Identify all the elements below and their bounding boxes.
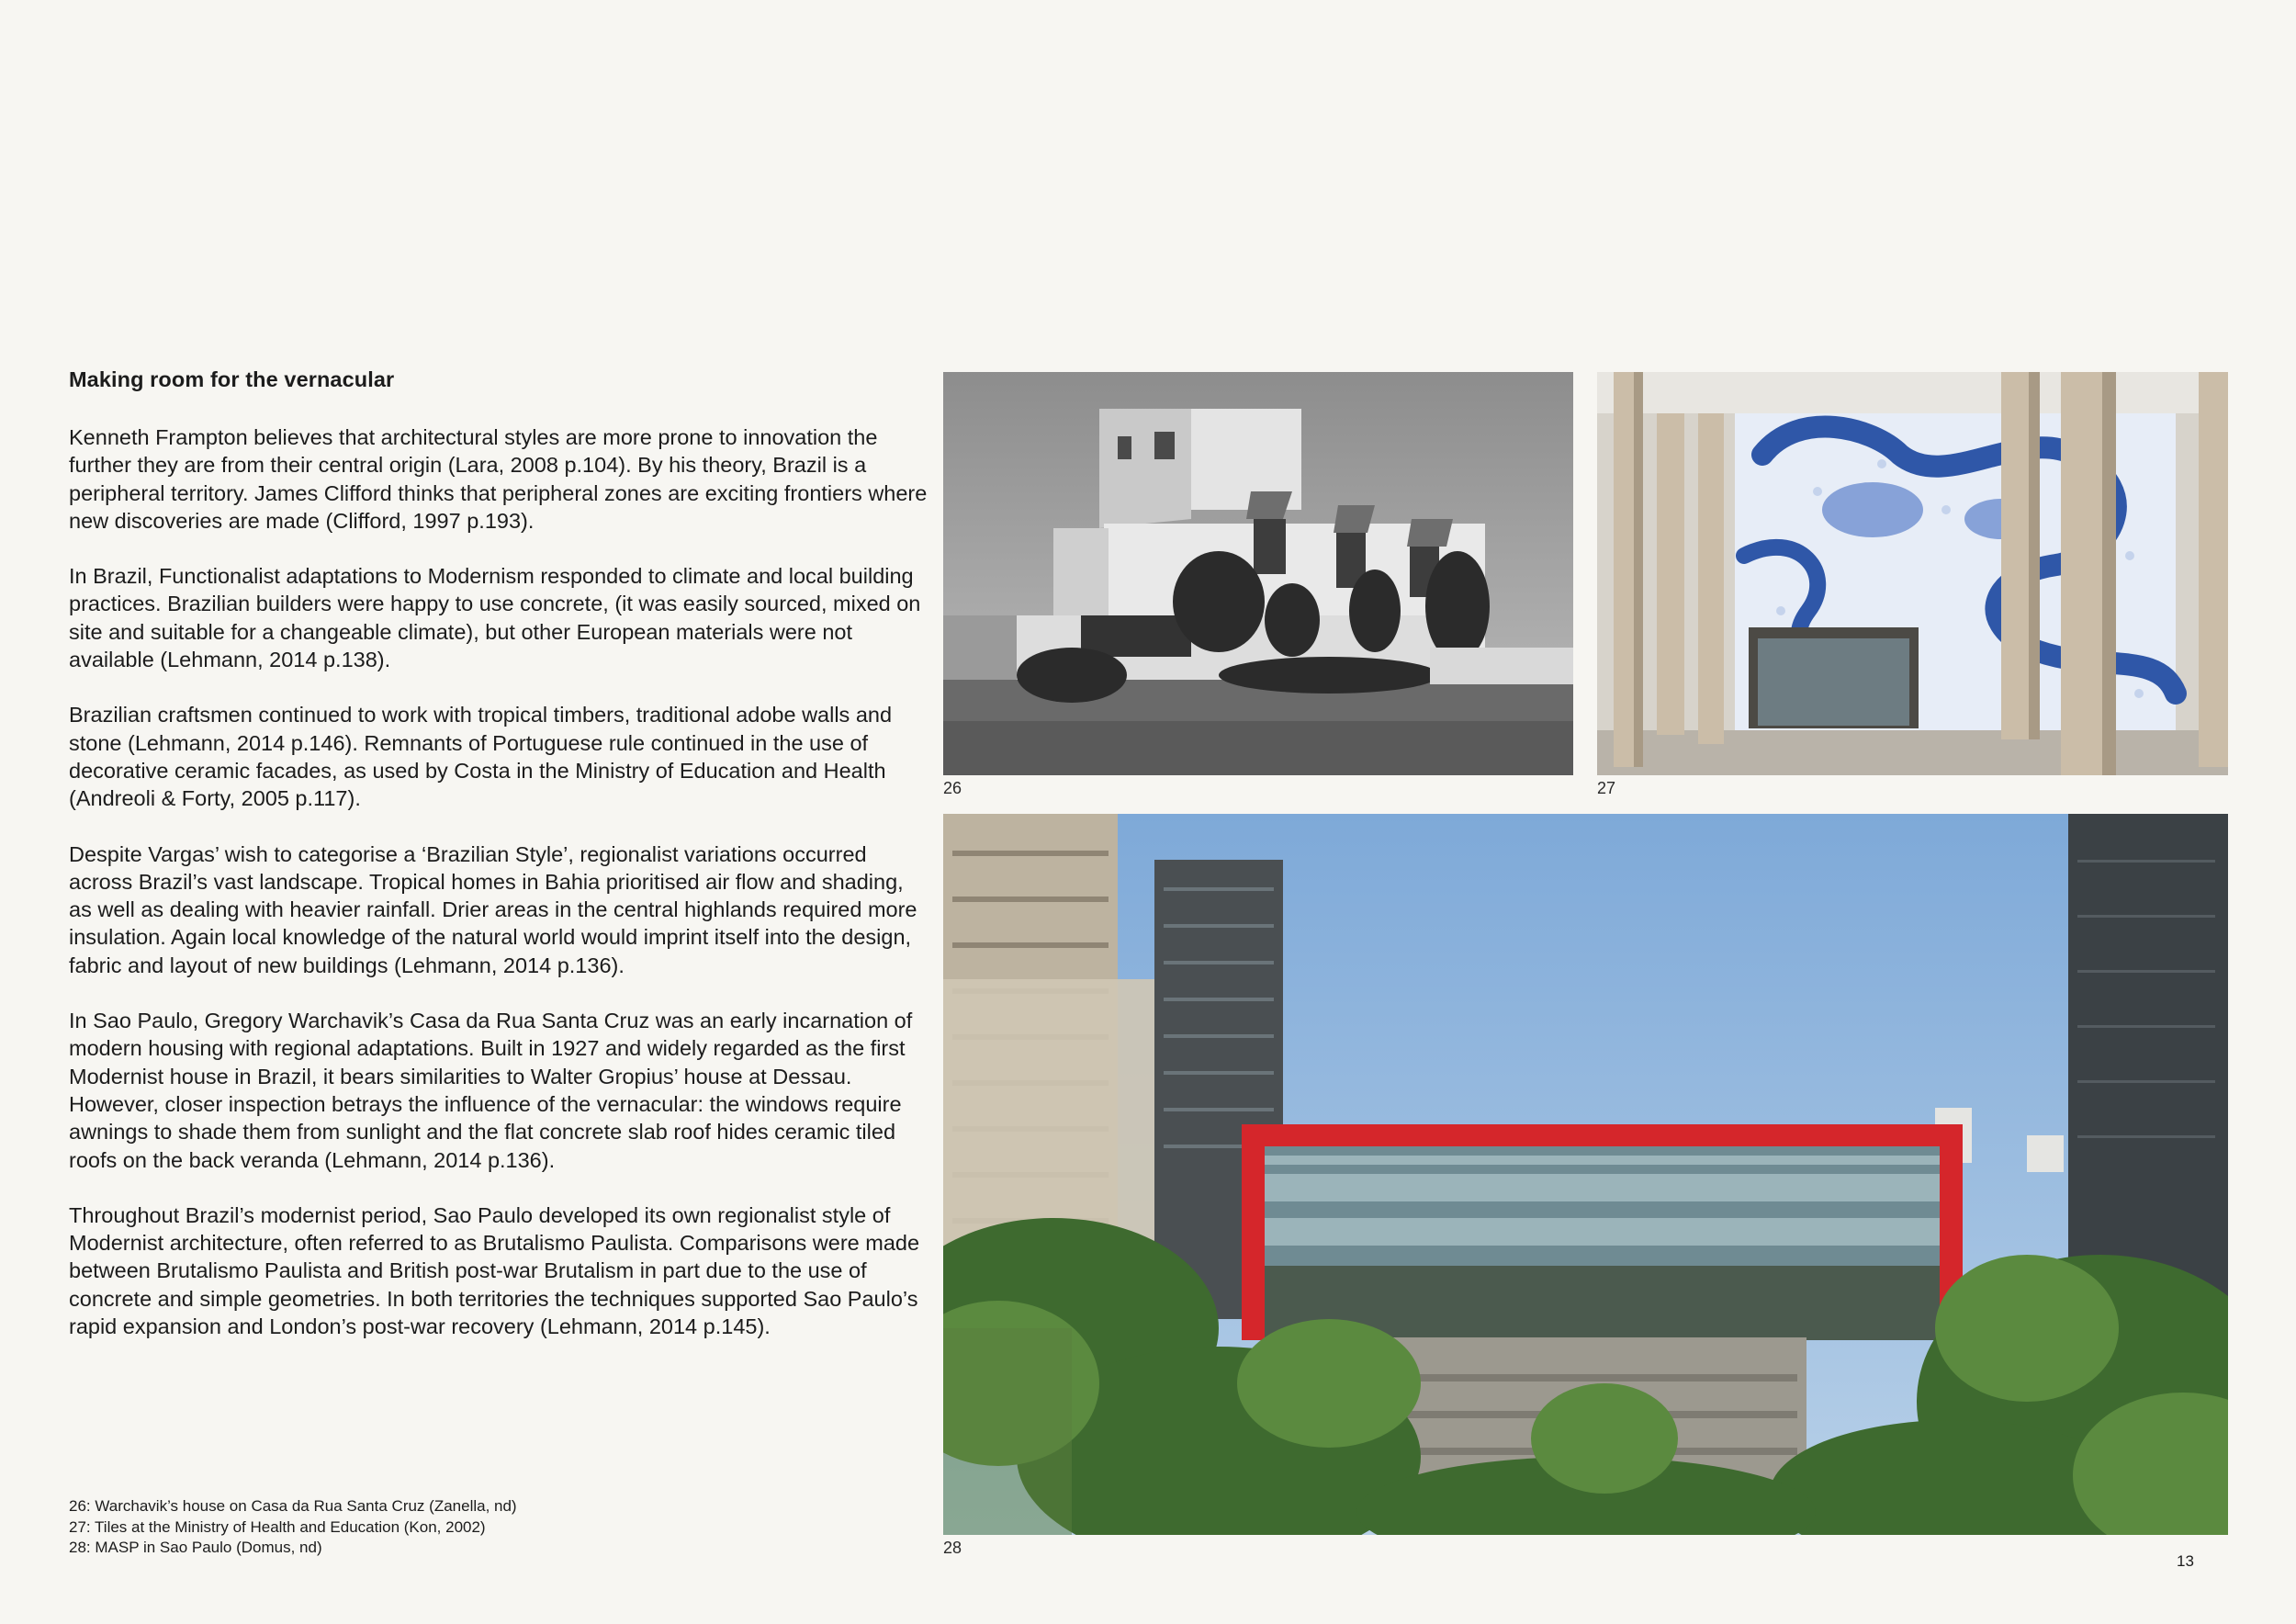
figure-27-number: 27	[1597, 779, 1616, 797]
figure-28-number: 28	[943, 1539, 962, 1557]
paragraph: Kenneth Frampton believes that architectural styles are more prone to innovation the further they are from their central origin (Lara, 2008 p.104). By his theory, Brazil is a peripheral territory. James Clifford thinks that peripheral zones are exciting frontiers where new discoveries are made (Clifford, 1997 p.193).	[69, 425, 928, 533]
page-number: 13	[2177, 1552, 2194, 1570]
paragraph: In Brazil, Functionalist adaptations to Modernism responded to climate and local building practices. Brazilian builders were happy to use concrete, (it was easily sourced, mixed on site and suitable for a changeable climate), but other European materials were not available (Lehmann, 2014 p.138).	[69, 564, 921, 672]
section-heading: Making room for the vernacular	[69, 367, 395, 391]
body-text	[69, 423, 928, 1368]
paragraph: Throughout Brazil’s modernist period, Sao Paulo developed its own regionalist style of Modernist architecture, often referred to as Brutalismo Paulista. Comparisons were made between Brutalismo Paulista and British post-war Brutalism in part due to the use of concrete and simple geometries. In both territories the techniques supported Sao Paulo’s rapid expansion and London’s post-war recovery (Lehmann, 2014 p.145).	[69, 1202, 920, 1339]
caption-27: 27: Tiles at the Ministry of Health and Education (Kon, 2002)	[69, 1517, 486, 1536]
paragraph: In Sao Paulo, Gregory Warchavik’s Casa da Rua Santa Cruz was an early incarnation of modern housing with regional adaptations. Built in 1927 and widely regarded as the first Modernist house in Brazil, it bears similarities to Walter Gropius’ house at Dessau. However, closer inspection betrays the influence of the vernacular: the windows require awnings to shade them from sunlight and the flat concrete slab roof hides ceramic tiled roofs on the back veranda (Lehmann, 2014 p.136).	[69, 1009, 913, 1172]
figure-28-image	[943, 814, 2228, 1535]
paragraph: Despite Vargas’ wish to categorise a ‘Brazilian Style’, regionalist variations occurred across Brazil’s vast landscape. Tropical homes in Bahia prioritised air flow and shading, as well as dealing with heavier rainfall. Drier areas in the central highlands required more insulation. Again local knowledge of the natural world would imprint itself into the design, fabric and layout of new buildings (Lehmann, 2014 p.136).	[69, 841, 917, 977]
figure-26-number: 26	[943, 779, 962, 797]
figure-captions	[69, 1496, 517, 1559]
paragraph: Brazilian craftsmen continued to work with tropical timbers, traditional adobe walls and stone (Lehmann, 2014 p.146). Remnants of Portuguese rule continued in the use of decorative ceramic facades, as used by Costa in the Ministry of Education and Health (Andreoli & Forty, 2005 p.117).	[69, 703, 893, 811]
figure-27-image	[1597, 372, 2228, 775]
figure-26-image	[943, 372, 1573, 775]
caption-28: 28: MASP in Sao Paulo (Domus, nd)	[69, 1539, 322, 1556]
caption-26: 26: Warchavik’s house on Casa da Rua Santa Cruz (Zanella, nd)	[69, 1497, 517, 1515]
